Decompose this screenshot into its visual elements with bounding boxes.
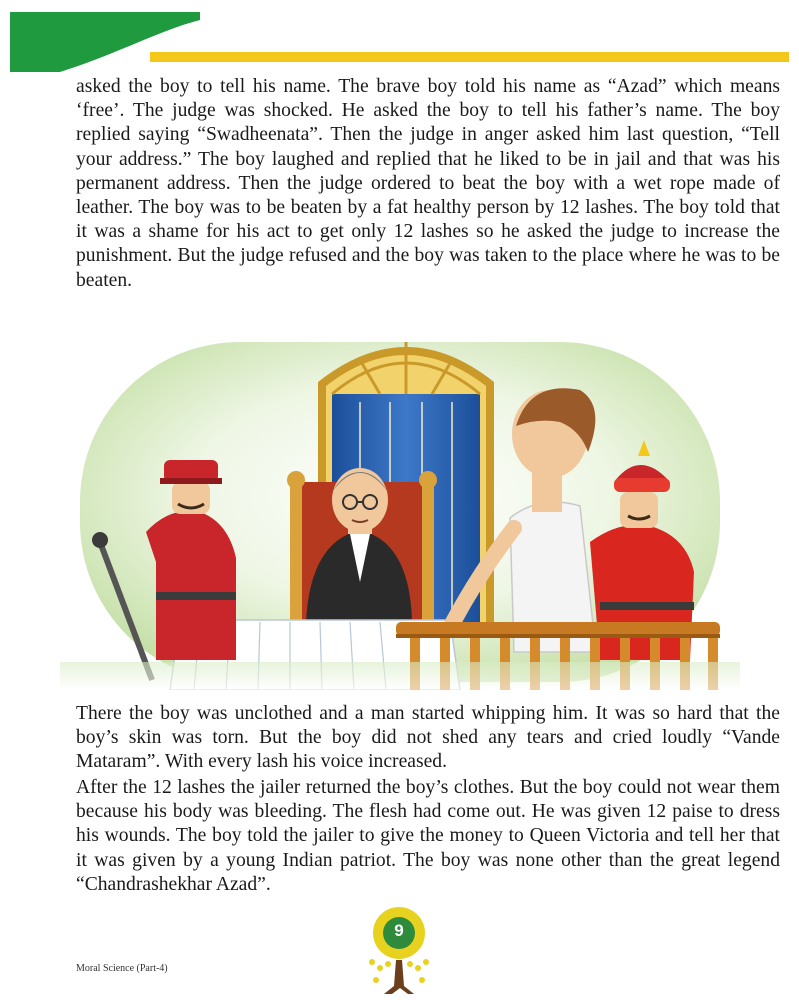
header-banner xyxy=(0,0,799,80)
header-green-leaf xyxy=(10,12,200,72)
page-number: 9 xyxy=(394,921,404,940)
story-paragraph-1: asked the boy to tell his name. The brave boy told his name as “Azad” which means ‘free’. The judge was shocked. He asked the boy to tell his father’s name. The boy replied saying “Swadheenata”. Then the judge in anger asked him last question, “Tell your address.” The boy laughed and replied that he liked to be in jail and that was his permanent address. Then the judge ordered to beat the boy with a wet rope made of leather. The boy was to be beaten by a fat healthy person by 12 lashes. The boy told that it was a shame for his act to get only 12 lashes so he asked the judge to increase the punishment. But the judge refused and the boy was taken to the place where he was to be beaten. xyxy=(76,76,780,291)
story-paragraph-2: There the boy was unclothed and a man started whipping him. It was so hard that the boy’s skin was torn. But the boy did not shed any tears and cried loudly “Vande Mataram”. With every lash his voice increased. xyxy=(76,703,780,773)
story-paragraph-3: After the 12 lashes the jailer returned the boy’s clothes. But the boy could not wear them because his body was bleeding. The flesh had come out. He was given 12 paise to dress his wounds. The boy told the jailer to give the money to Queen Victoria and tell her that it was given by a young Indian patriot. The boy was none other than the great legend “Chandrashekhar Azad”. xyxy=(76,777,780,895)
book-title: Moral Science (Part-4) xyxy=(76,963,168,974)
courtroom-illustration xyxy=(60,322,740,690)
header-yellow-stripe xyxy=(150,52,789,62)
